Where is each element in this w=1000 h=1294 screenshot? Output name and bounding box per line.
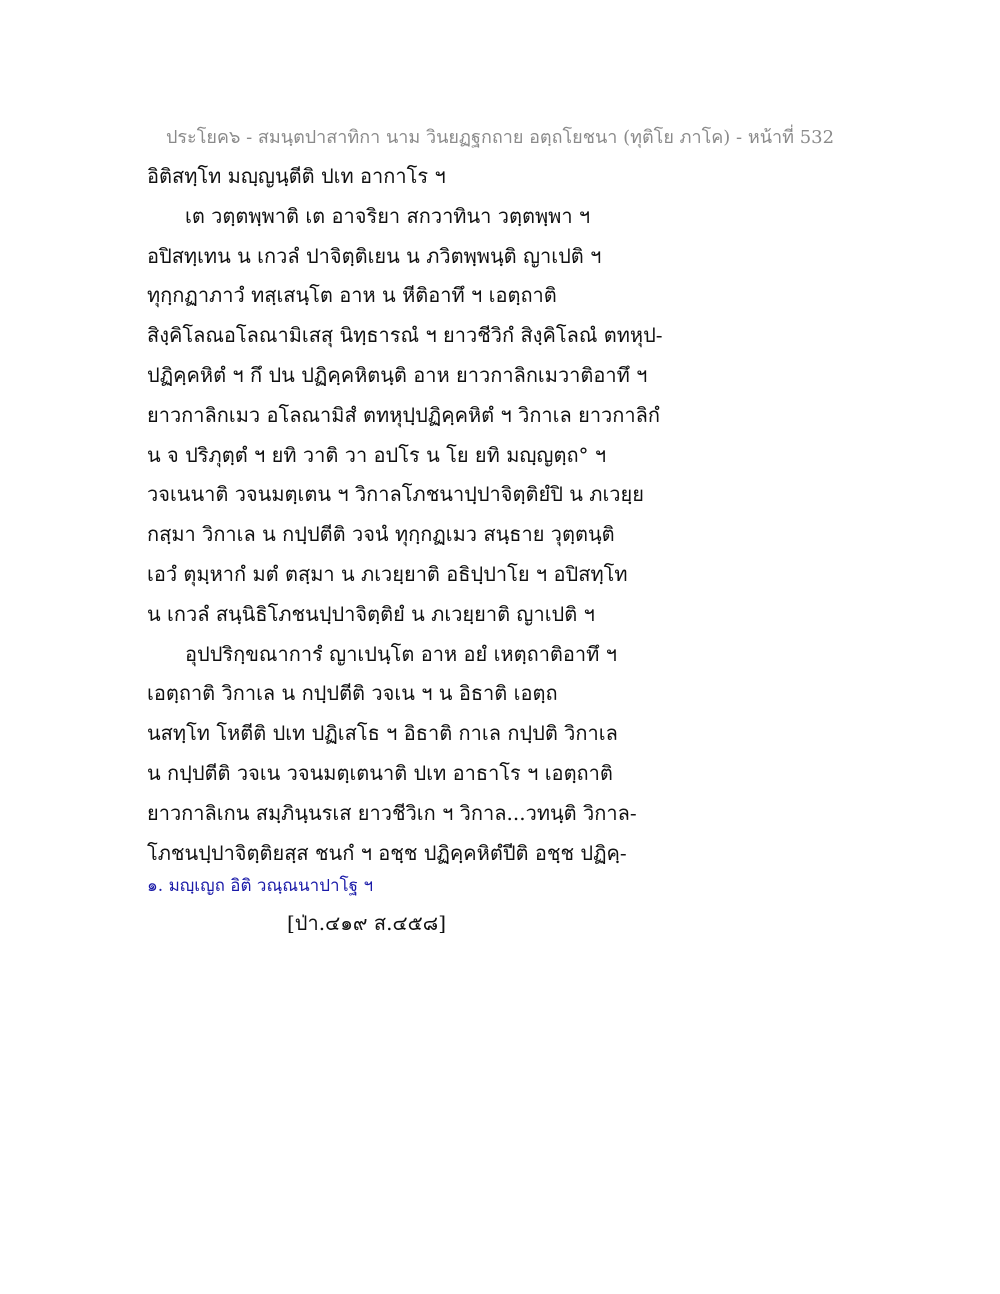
text-line: ทุกฺกฏาภาวํ ทสฺเสนฺโต อาห น หีติอาทึ ฯ เอตฺถาติ — [147, 283, 557, 308]
text-line: น จ ปริภุตฺตํ ฯ ยทิ วาติ วา อปโร น โย ยทิ มญฺญตฺถ° ฯ — [147, 442, 607, 467]
text-line: สิงฺคิโลณอโลณามิเสสุ นิทฺธารณํ ฯ ยาวชีวิกํ สิงฺคิโลณํ ตทหุป- — [147, 323, 663, 348]
text-line: เอตฺถาติ วิกาเล น กปฺปตีติ วจเน ฯ น อิธาติ เอตฺถ — [147, 681, 558, 706]
text-line: อุปปริกฺขณาการํ ญาเปนฺโต อาห อยํ เหตฺถาติอาทึ ฯ — [185, 641, 617, 666]
text-line: ยาวกาลิเกน สมฺภินฺนรเส ยาวชีวิเก ฯ วิกาล...วทนฺติ วิกาล- — [147, 800, 637, 825]
page-header: ประโยค๖ - สมนฺตปาสาทิกา นาม วินยฏฐกถาย อตฺถโยชนา (ทุติโย ภาโค) - หน้าที่ 532 — [165, 127, 835, 148]
text-line: ปฏิคฺคหิตํ ฯ กึ ปน ปฏิคฺคหิตนฺติ อาห ยาวกาลิกเมวาติอาทึ ฯ — [147, 362, 648, 387]
text-line: วจเนนาติ วจนมตฺเตน ฯ วิกาลโภชนาปฺปาจิตฺติยํปิ น ภเวยฺย — [147, 482, 644, 507]
text-line: อปิสทฺเทน น เกวลํ ปาจิตฺติเยน น ภวิตพฺพนฺติ ญาเปติ ฯ — [147, 243, 602, 268]
footnote: ๑. มญฺเญถ อิติ วณฺณนาปาโฐ ฯ — [147, 876, 373, 896]
text-line: อิติสทฺโท มญฺญนฺตีติ ปเท อากาโร ฯ — [147, 164, 446, 188]
text-line: ยาวกาลิกเมว อโลณามิสํ ตทหุปฺปฏิคฺคหิตํ ฯ วิกาเล ยาวกาลิกํ — [147, 402, 660, 427]
body-text — [147, 157, 907, 873]
text-line: น กปฺปตีติ วจเน วจนมตฺเตนาติ ปเท อาธาโร ฯ เอตฺถาติ — [147, 760, 613, 785]
text-line: เต วตฺตพฺพาติ เต อาจริยา สกวาทินา วตฺตพฺพา ฯ — [185, 203, 591, 228]
text-line: กสฺมา วิกาเล น กปฺปตีติ วจนํ ทุกฺกฏเมว สนฺธาย วุตฺตนฺติ — [147, 522, 615, 547]
text-line: เอวํ ตุมฺหากํ มตํ ตสฺมา น ภเวยฺยาติ อธิปฺปาโย ฯ อปิสทฺโท — [147, 561, 628, 586]
page-reference: [ป่า.๔๑๙ ส.๔๕๘] — [287, 911, 446, 935]
text-line: นสทฺโท โหตีติ ปเท ปฏิเสโธ ฯ อิธาติ กาเล กปฺปติ วิกาเล — [147, 721, 618, 746]
text-line: น เกวลํ สนฺนิธิโภชนปฺปาจิตฺติยํ น ภเวยฺยาติ ญาเปติ ฯ — [147, 601, 595, 626]
text-line: โภชนปฺปาจิตฺติยสฺส ชนกํ ฯ อชฺช ปฏิคฺคหิตํปีติ อชฺช ปฏิคฺ- — [147, 840, 627, 865]
